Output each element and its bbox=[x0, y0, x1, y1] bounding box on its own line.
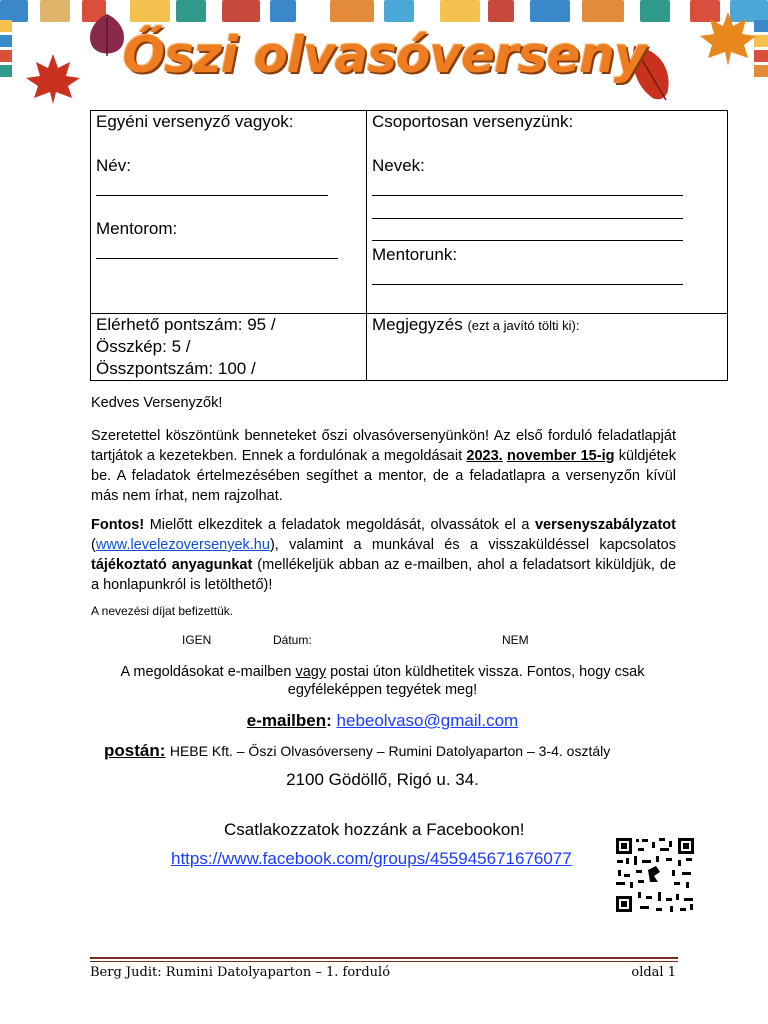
qr-code-icon[interactable] bbox=[614, 836, 696, 914]
facebook-row bbox=[171, 849, 572, 869]
post-city: 2100 Gödöllő, Rigó u. 34. bbox=[286, 770, 479, 789]
points-available: Elérhető pontszám: 95 / bbox=[96, 315, 276, 334]
important-paragraph: Fontos! Mielőtt elkezditek a feladatok megoldását, olvassátok el a versenyszabályzatot (www.levelezoversenyek.hu), valamint a munkával és a visszaküldéssel kapcsolatos tájékoztató anyagunkat (mellékeljük abban az e-mailben, ahol a feladatsort kiküldjük, de a honlapunkról is letölthető)! bbox=[91, 517, 677, 593]
fee-paid-text: A nevezési díjat befizettük. bbox=[91, 604, 234, 618]
no-option[interactable]: NEM bbox=[502, 633, 529, 647]
rules-text: versenyszabályzatot bbox=[534, 517, 676, 533]
footer-rule-thin bbox=[90, 961, 678, 962]
deadline-year: 2023. bbox=[466, 448, 503, 464]
names-line-1[interactable] bbox=[372, 195, 683, 196]
overall-look: Összkép: 5 / bbox=[96, 337, 191, 356]
names-label: Nevek: bbox=[372, 156, 425, 175]
note-row bbox=[372, 314, 727, 337]
note-cell bbox=[367, 314, 728, 381]
email-link[interactable]: hebeolvaso@gmail.com bbox=[336, 711, 519, 730]
important-label: Fontos! bbox=[91, 517, 145, 533]
rules-link[interactable]: www.levelezoversenyek.hu bbox=[95, 537, 270, 553]
email-row: e-mailben: hebeolvaso@gmail.com bbox=[246, 711, 519, 730]
page-title: Őszi olvasóverseny bbox=[122, 26, 646, 84]
individual-cell bbox=[91, 111, 367, 314]
name-line[interactable] bbox=[96, 195, 328, 196]
info-material-text: tájékoztató anyagunkat bbox=[91, 557, 253, 573]
footer-rule bbox=[90, 957, 678, 959]
post-label: postán: bbox=[104, 741, 166, 760]
footer-author: Berg Judit: Rumini Datolyaparton – 1. forduló bbox=[90, 965, 391, 980]
group-cell bbox=[367, 111, 728, 314]
or-word: vagy bbox=[295, 664, 327, 680]
names-line-3[interactable] bbox=[372, 240, 683, 241]
mentor-label: Mentorom: bbox=[96, 219, 178, 238]
facebook-link[interactable]: https://www.facebook.com/groups/455945671676077 bbox=[171, 849, 572, 868]
individual-label: Egyéni versenyző vagyok: bbox=[96, 112, 294, 131]
yes-option[interactable]: IGEN bbox=[182, 633, 212, 647]
names-line-2[interactable] bbox=[372, 218, 683, 219]
post-row bbox=[104, 741, 704, 761]
footer-page-number: oldal 1 bbox=[631, 965, 676, 980]
points-cell bbox=[91, 314, 367, 381]
email-label: e-mailben bbox=[246, 711, 327, 730]
facebook-invite: Csatlakozzatok hozzánk a Facebookon! bbox=[224, 820, 525, 839]
date-label: Dátum: bbox=[273, 633, 312, 647]
mentor-line[interactable] bbox=[96, 258, 338, 259]
group-label: Csoportosan versenyzünk: bbox=[372, 112, 574, 131]
greeting: Kedves Versenyzők! bbox=[91, 395, 223, 411]
intro-paragraph: Szeretettel köszöntünk benneteket őszi olvasóversenyünkön! Az első forduló feladatlapját tartjátok a kezetekben. Ennek a fordulónak a megoldásait 2023. november 15-ig küldjétek be. A feladatok értelmezésében segíthet a mentor, de a feladatlapra a versenyzőn kívül más nem írhat, nem rajzolhat. bbox=[91, 428, 676, 504]
mentors-line[interactable] bbox=[372, 284, 683, 285]
deadline-date: november 15-ig bbox=[507, 448, 615, 464]
post-address: HEBE Kft. – Őszi Olvasóverseny – Rumini Datolyaparton – 3-4. osztály bbox=[169, 743, 611, 759]
registration-table bbox=[90, 110, 728, 381]
total-points: Összpontszám: 100 / bbox=[96, 359, 256, 378]
page-header bbox=[0, 0, 768, 108]
return-instructions: A megoldásokat e-mailben vagy postai úton küldhetitek vissza. Fontos, hogy csak egyféleképpen tegyétek meg! bbox=[120, 664, 645, 698]
note-label: Megjegyzés bbox=[372, 315, 463, 334]
note-hint: (ezt a javító tölti ki): bbox=[467, 318, 580, 333]
mentors-label: Mentorunk: bbox=[372, 245, 458, 264]
name-label: Név: bbox=[96, 156, 131, 175]
